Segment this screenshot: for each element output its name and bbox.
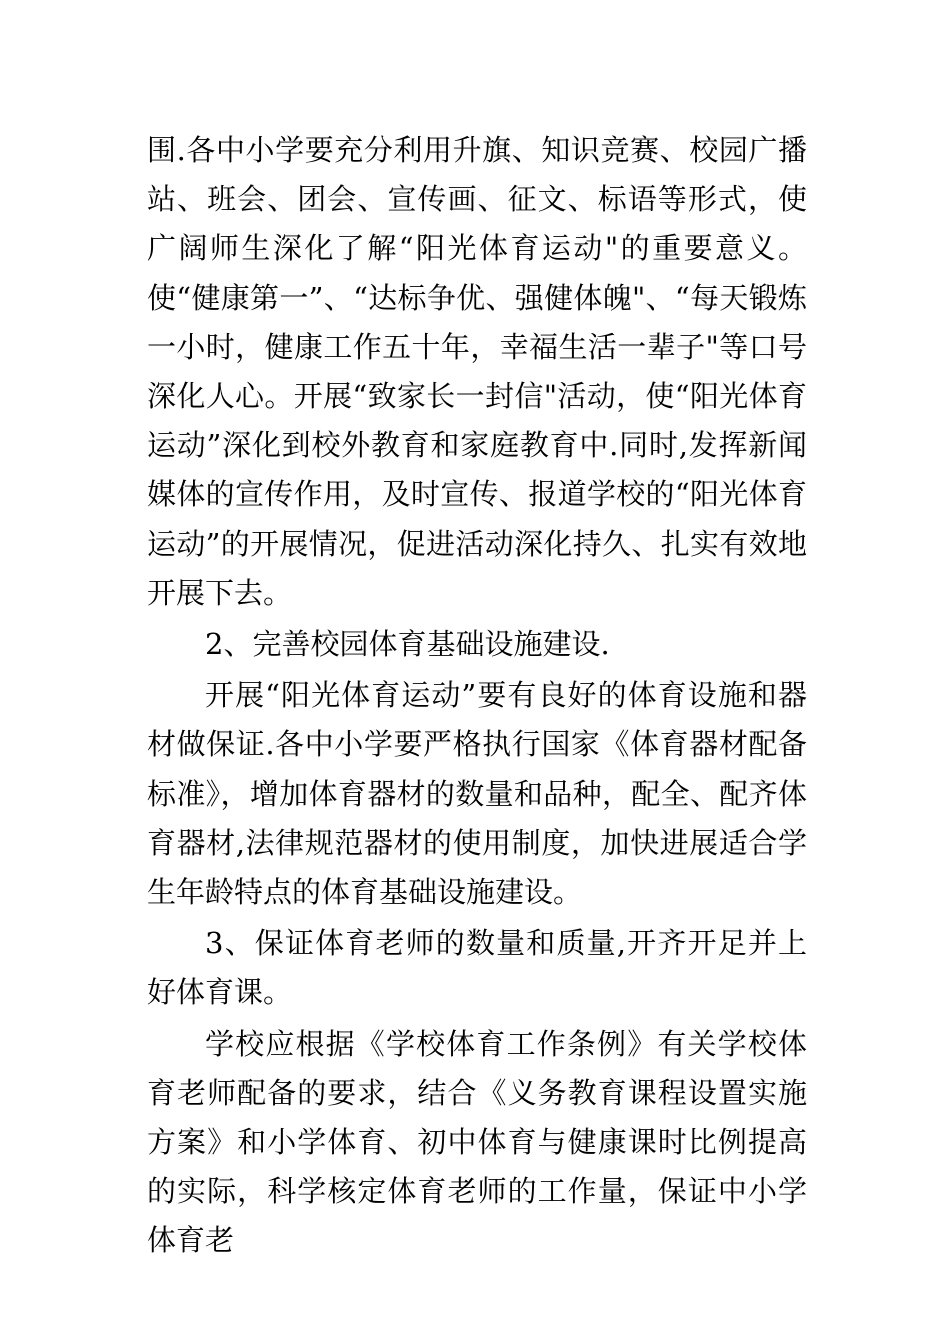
paragraph-teachers: 学校应根据《学校体育工作条例》有关学校体育老师配备的要求，结合《义务教育课程设置实施方案》和小学体育、初中体育与健康课时比例提高的实际，科学核定体育老师的工作量，保证中小学体育老 bbox=[147, 1026, 807, 1258]
section-heading-3: 3、保证体育老师的数量和质量,开齐开足并上好体育课。 bbox=[147, 926, 807, 1010]
paragraph-continuation: 围.各中小学要充分利用升旗、知识竞赛、校园广播站、班会、团会、宣传画、征文、标语等形式，使广阔师生深化了解“阳光体育运动"的重要意义。使“健康第一”、“达标争优、强健体魄"、“每天锻炼一小时，健康工作五十年，幸福生活一辈子"等口号深化人心。开展“致家长一封信"活动，使“阳光体育运动”深化到校外教育和家庭教育中.同时,发挥新闻媒体的宣传作用，及时宣传、报道学校的“阳光体育运动”的开展情况，促进活动深化持久、扎实有效地开展下去。 bbox=[147, 133, 807, 610]
section-heading-2: 2、完善校园体育基础设施建设. bbox=[205, 627, 610, 662]
paragraph-facilities: 开展“阳光体育运动”要有良好的体育设施和器材做保证.各中小学要严格执行国家《体育器材配备标准》，增加体育器材的数量和品种，配全、配齐体育器材,法律规范器材的使用制度，加快进展适合学生年龄特点的体育基础设施建设。 bbox=[147, 678, 807, 910]
document-body bbox=[147, 126, 807, 1266]
